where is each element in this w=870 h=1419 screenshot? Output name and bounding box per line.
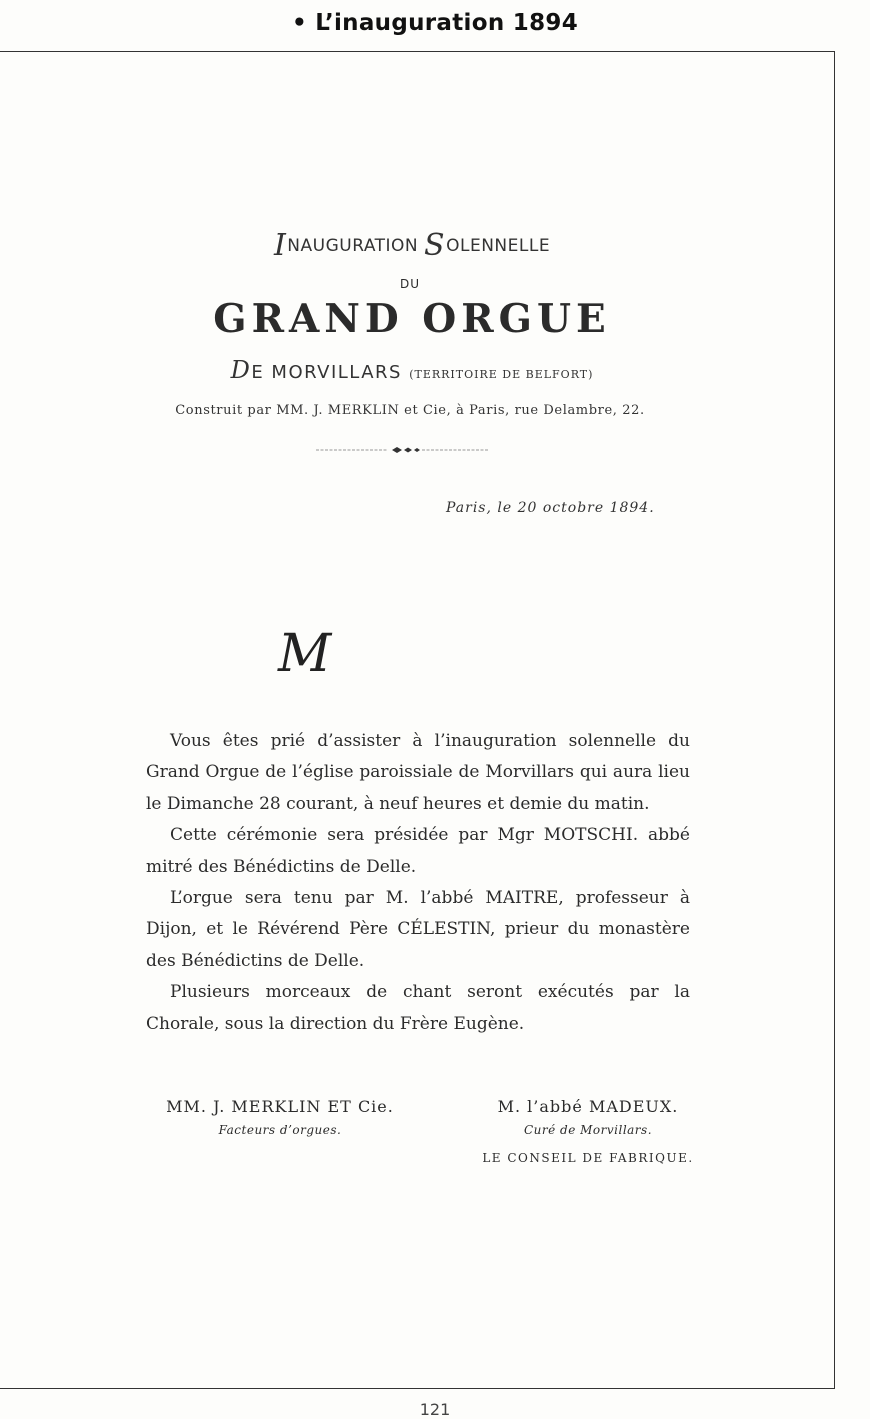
invitation-title-line1	[0, 228, 824, 263]
signature-council: LE CONSEIL DE FABRIQUE.	[482, 1151, 694, 1165]
signature-builders-role: Facteurs d’orgues.	[218, 1123, 342, 1137]
signature-builders-name: MM. J. MERKLIN ET Cie.	[166, 1097, 394, 1116]
invitation-main-title: GRAND ORGUE	[213, 296, 611, 342]
invitation-date: Paris, le 20 octobre 1894.	[446, 500, 655, 516]
builder-line: Construit par MM. J. MERKLIN et Cie, à Paris, rue Delambre, 22.	[175, 403, 645, 418]
decorative-divider-ornament	[316, 440, 488, 460]
location-territory: (TERRITOIRE DE BELFORT)	[409, 368, 594, 381]
body-paragraph-4: Plusieurs morceaux de chant seront exécutés par la Chorale, sous la direction du Frère Eugène.	[146, 982, 690, 1034]
page-number: 121	[419, 1400, 451, 1419]
signature-builders	[150, 1097, 410, 1137]
body-paragraph-2: Cette cérémonie sera présidée par Mgr MOTSCHI. abbé mitré des Bénédictins de Delle.	[146, 825, 690, 877]
title-initial-i: I	[273, 228, 287, 263]
invitation-location-line	[0, 356, 824, 384]
title-word-rest2: OLENNELLE	[446, 236, 551, 256]
salutation-monogram: M	[278, 624, 332, 684]
location-name: E MORVILLARS	[251, 362, 402, 383]
signature-priest-name: M. l’abbé MADEUX.	[497, 1097, 679, 1116]
invitation-title-line2: DU	[399, 277, 421, 291]
title-word-rest1: NAUGURATION	[287, 236, 425, 256]
invitation-body	[146, 726, 690, 1040]
body-paragraph-1: Vous êtes prié d’assister à l’inauguration solennelle du Grand Orgue de l’église paroissiale de Morvillars qui aura lieu le Dimanche 28 courant, à neuf heures et demie du matin.	[146, 731, 690, 814]
signature-priest	[468, 1097, 708, 1165]
title-initial-s: S	[424, 228, 446, 263]
location-initial: D	[230, 356, 252, 384]
page-header-title: • L’inauguration 1894	[291, 10, 579, 36]
signature-priest-role: Curé de Morvillars.	[523, 1123, 653, 1137]
body-paragraph-3: L’orgue sera tenu par M. l’abbé MAITRE, professeur à Dijon, et le Révérend Père CÉLESTIN, prieur du monastère des Bénédictins de Delle.	[146, 888, 690, 971]
